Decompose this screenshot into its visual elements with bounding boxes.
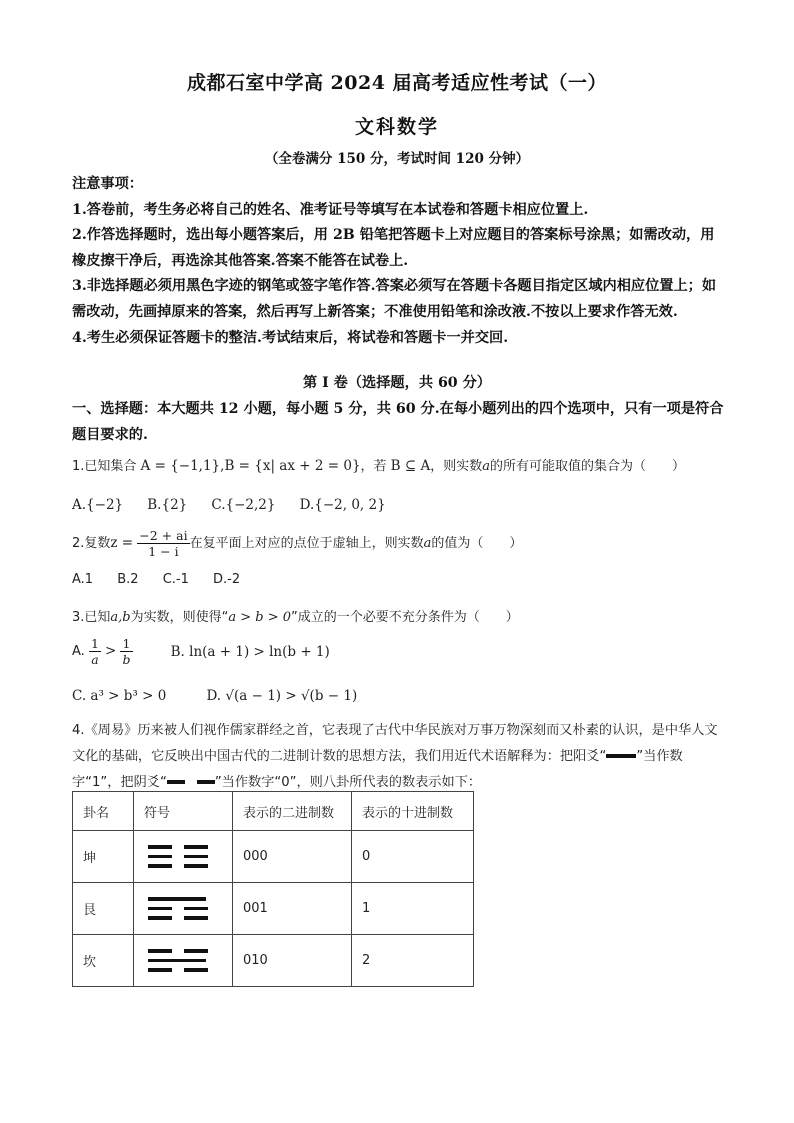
- q2-option-c[interactable]: C.-1: [162, 572, 189, 587]
- row-binary: 000: [233, 831, 352, 883]
- q1-var: a: [482, 459, 491, 474]
- header-symbol: 符号: [134, 792, 233, 831]
- row-symbol: [134, 883, 233, 935]
- question-3: [72, 606, 732, 625]
- yin-line: [148, 855, 232, 859]
- yin-segment: [148, 968, 172, 972]
- notes-heading: 注意事项：: [72, 176, 143, 192]
- yin-line: [148, 864, 232, 868]
- trigram-icon: [144, 897, 232, 920]
- q3-option-a-num2: 1: [120, 636, 132, 652]
- q1-set-a: A = {−1,1}: [140, 458, 221, 474]
- q3-option-c[interactable]: C. a³ > b³ > 0: [72, 688, 167, 704]
- header-name: 卦名: [73, 792, 134, 831]
- bagua-table: [72, 791, 474, 987]
- q2-options: [72, 572, 260, 587]
- q3-option-b[interactable]: B. ln(a + 1) > ln(b + 1): [170, 643, 330, 660]
- yin-segment: [148, 949, 172, 953]
- trigram-icon: [144, 845, 232, 868]
- q1-option-b[interactable]: B.{2}: [147, 497, 188, 513]
- q1-sep: ,: [220, 458, 225, 474]
- notes-item-3: 3.非选择题必须用黑色字迹的钢笔或签字笔作答.答案必须写在答题卡各题目指定区域内相应位置上；如需改动，先画掉原来的答案，然后再写上新答案；不准使用铅笔和涂改液.不按以上要求作答无效.: [72, 278, 717, 320]
- yin-segment: [148, 845, 172, 849]
- q1-option-d[interactable]: D.{−2, 0, 2}: [299, 497, 386, 513]
- q3-option-a-label: A.: [72, 644, 85, 659]
- row-symbol: [134, 935, 233, 987]
- q1-text: 1.已知集合: [72, 459, 141, 474]
- question-1: [72, 455, 732, 474]
- row-symbol: [134, 831, 233, 883]
- table-row: [73, 831, 474, 883]
- notes-item-1: 1.答卷前，考生务必将自己的姓名、准考证号等填写在本试卷和答题卡相应位置上.: [72, 201, 589, 218]
- q1-text-c: ，则实数: [430, 459, 483, 474]
- exam-info: （全卷满分 150 分，考试时间 120 分钟）: [264, 151, 530, 167]
- yin-segment: [184, 968, 208, 972]
- q3-option-a-frac1: [89, 636, 101, 667]
- question-4: [72, 718, 724, 796]
- yin-segment: [184, 916, 208, 920]
- q3-text-b: 为实数，则使得“: [130, 610, 229, 625]
- q2-var: a: [423, 536, 432, 551]
- row-binary: 010: [233, 935, 352, 987]
- yin-segment: [148, 864, 172, 868]
- row-name: 艮: [73, 883, 134, 935]
- row-decimal: 2: [352, 935, 474, 987]
- q1-text-b: ，若: [360, 459, 391, 474]
- q2-text-b: 在复平面上对应的点位于虚轴上，则实数: [189, 536, 424, 551]
- header-binary: 表示的二进制数: [233, 792, 352, 831]
- yin-segment: [184, 907, 208, 911]
- yang-line: [148, 959, 232, 963]
- q3-vars: a,b: [110, 610, 131, 625]
- row-decimal: 0: [352, 831, 474, 883]
- yin-segment: [148, 916, 172, 920]
- q2-text: 2.复数: [72, 536, 111, 551]
- yin-line: [148, 949, 232, 953]
- q3-option-a-den1: a: [91, 652, 99, 667]
- yang-line-icon: [606, 754, 636, 758]
- table-row: [73, 935, 474, 987]
- q2-option-d[interactable]: D.-2: [213, 572, 241, 587]
- yin-segment: [184, 864, 208, 868]
- header-decimal: 表示的十进制数: [352, 792, 474, 831]
- yin-line: [148, 907, 232, 911]
- question-2: [72, 528, 732, 559]
- table-header-row: [73, 792, 474, 831]
- yin-segment: [184, 855, 208, 859]
- q1-text-d: 的所有可能取值的集合为（ ）: [490, 459, 686, 474]
- q3-condition: a > b > 0: [228, 610, 292, 625]
- yin-line-left-icon: [167, 780, 185, 784]
- q3-option-a-den2: b: [122, 652, 131, 667]
- exam-subject: 文科数学: [354, 116, 439, 138]
- yin-segment: [184, 949, 208, 953]
- notes-item-2: 2.作答选择题时，选出每小题答案后，用 2B 铅笔把答题卡上对应题目的答案标号涂黑；如需改动，用橡皮擦干净后，再选涂其他答案.答案不能答在试卷上.: [72, 227, 715, 269]
- q3-options-row-1: [72, 636, 350, 667]
- yin-line-right-icon: [197, 780, 215, 784]
- row-binary: 001: [233, 883, 352, 935]
- yin-segment: [184, 845, 208, 849]
- q3-text: 3.已知: [72, 610, 111, 625]
- q3-option-a[interactable]: [72, 636, 133, 667]
- q3-text-c: ”成立的一个必要不充分条件为（ ）: [291, 610, 519, 625]
- q3-option-d[interactable]: D. √(a − 1) > √(b − 1): [206, 688, 358, 704]
- section-title: 第 I 卷（选择题，共 60 分）: [302, 375, 491, 391]
- q1-option-a[interactable]: A.{−2}: [72, 497, 124, 513]
- row-name: 坤: [73, 831, 134, 883]
- q2-text-c: 的值为（ ）: [431, 536, 523, 551]
- q3-option-a-frac2: [120, 636, 132, 667]
- q3-option-a-gt: >: [105, 643, 117, 659]
- yang-line: [148, 897, 232, 901]
- notes-item-4: 4.考生必须保证答题卡的整洁.考试结束后，将试卷和答题卡一并交回.: [72, 329, 509, 346]
- yin-segment: [148, 855, 172, 859]
- notes-block: [72, 172, 724, 351]
- yang-segment: [148, 959, 206, 963]
- q2-z: z =: [110, 535, 134, 551]
- row-name: 坎: [73, 935, 134, 987]
- q2-fraction: [137, 528, 189, 559]
- q3-options-row-2: [72, 688, 377, 704]
- q1-set-b: B = {x| ax + 2 = 0}: [224, 458, 361, 474]
- q2-option-b[interactable]: B.2: [117, 572, 139, 587]
- q2-denominator: 1 − i: [148, 544, 179, 559]
- exam-title: 成都石室中学高 2024 届高考适应性考试（一）: [186, 72, 608, 94]
- q4-text-c: ”当作数字“0”，则八卦所代表的数表示如下：: [214, 775, 482, 790]
- q3-option-a-num1: 1: [90, 636, 99, 651]
- q1-options: [72, 497, 406, 513]
- yang-segment: [148, 897, 206, 901]
- section-intro: 一、选择题：本大题共 12 小题，每小题 5 分，共 60 分.在每小题列出的四个选项中，只有一项是符合题目要求的.: [72, 401, 724, 443]
- q1-option-c[interactable]: C.{−2,2}: [211, 497, 276, 513]
- q1-condition: B ⊆ A: [390, 458, 431, 474]
- yin-line: [148, 968, 232, 972]
- table-row: [73, 883, 474, 935]
- q2-numerator: −2 + ai: [139, 528, 188, 543]
- q2-option-a[interactable]: A.1: [72, 572, 94, 587]
- row-decimal: 1: [352, 883, 474, 935]
- trigram-icon: [144, 949, 232, 972]
- yin-segment: [148, 907, 172, 911]
- yin-line: [148, 916, 232, 920]
- yin-line: [148, 845, 232, 849]
- q4-text-a: 4.《周易》历来被人们视作儒家群经之首，它表现了古代中华民族对万事万物深刻而又朴素的认识，是中华人文文化的基础，它反映出中国古代的二进制计数的思想方法，我们用近代术语解释为：把阳爻“: [72, 723, 718, 764]
- q4-text-b: ”当作数字“1”，把阴爻“: [72, 749, 683, 790]
